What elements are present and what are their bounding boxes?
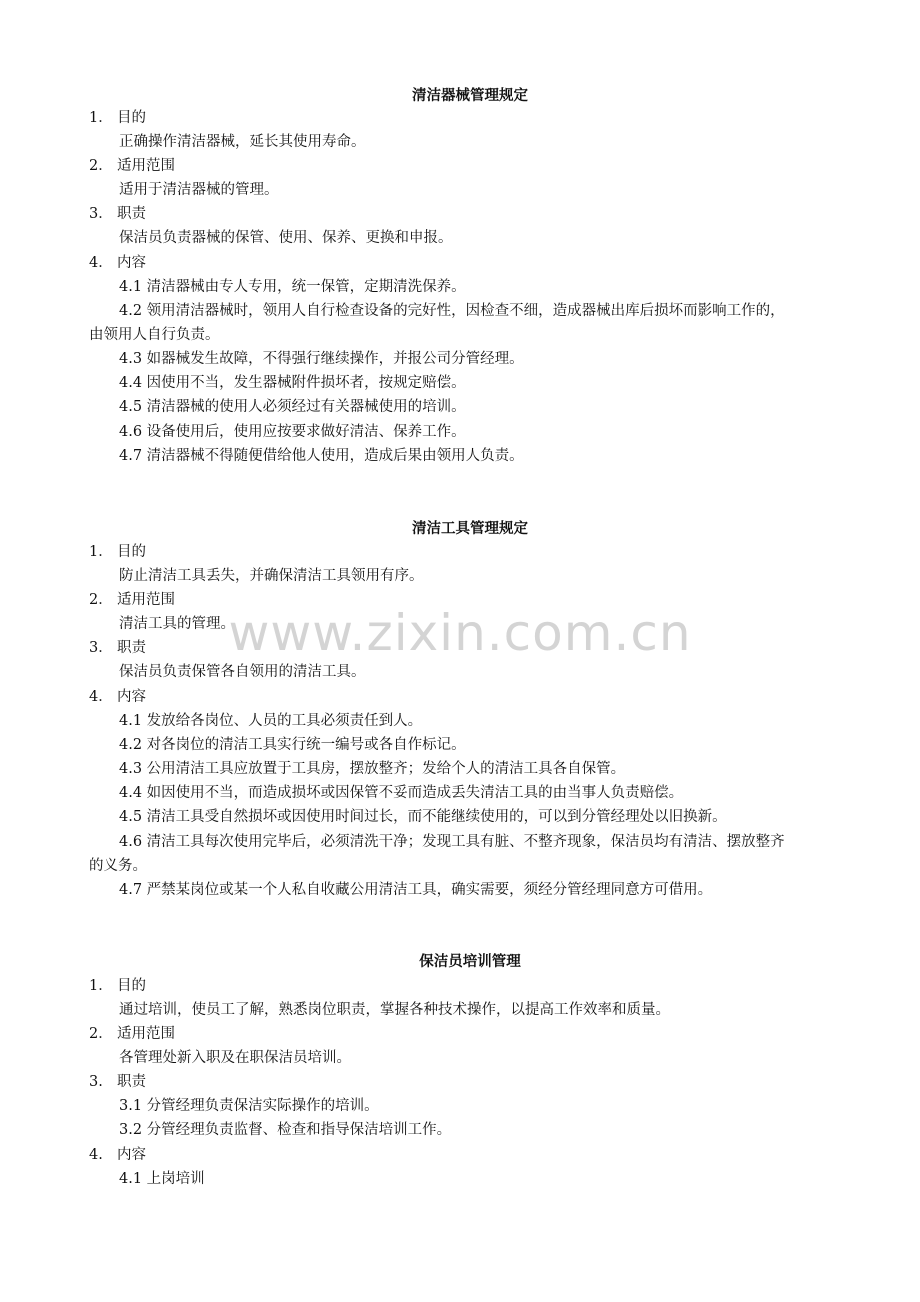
heading-number: 1．: [89, 110, 113, 126]
heading-label: 适用范围: [117, 158, 175, 174]
heading-number: 4.: [89, 1147, 103, 1163]
purpose-text: 正确操作清洁器械，延长其使用寿命。: [119, 134, 366, 150]
heading-number: 4．: [89, 689, 113, 705]
section-title: 清洁器械管理规定: [412, 88, 528, 104]
heading-number: 1．: [89, 978, 113, 994]
content-item: 4.2 领用清洁器械时，领用人自行检查设备的完好性，因检查不细，造成器械出库后损坏而影响工作的，: [119, 303, 785, 319]
heading-label: 目的: [117, 544, 146, 560]
heading-scope: [89, 1024, 175, 1044]
content-item: 4.5 清洁器械的使用人必须经过有关器械使用的培训。: [119, 399, 466, 415]
content-item: 4.5 清洁工具受自然损坏或因使用时间过长，而不能继续使用的，可以到分管经理处以旧换新。: [119, 809, 727, 825]
heading-content: [89, 687, 146, 707]
content-item: 4.4 因使用不当，发生器械附件损坏者，按规定赔偿。: [119, 375, 466, 391]
heading-content: [89, 1145, 146, 1165]
heading-label: 适用范围: [117, 1026, 175, 1042]
content-item: 3.2 分管经理负责监督、检查和指导保洁培训工作。: [119, 1122, 452, 1138]
heading-label: 目的: [117, 110, 146, 126]
content-item-continued: 由领用人自行负责。: [89, 327, 220, 343]
heading-label: 职责: [117, 206, 146, 222]
heading-number: 2．: [89, 158, 113, 174]
duties-text: 保洁员负责保管各自领用的清洁工具。: [119, 664, 366, 680]
scope-text: 各管理处新入职及在职保洁员培训。: [119, 1050, 351, 1066]
heading-purpose: [89, 542, 146, 562]
heading-number: 2．: [89, 592, 113, 608]
section-title: 清洁工具管理规定: [412, 521, 528, 537]
heading-content: [89, 253, 146, 273]
content-item: 4.1 清洁器械由专人专用，统一保管，定期清洗保养。: [119, 279, 466, 295]
section-title: 保洁员培训管理: [419, 954, 521, 970]
scope-text: 适用于清洁器械的管理。: [119, 182, 279, 198]
content-item: 4.1 上岗培训: [119, 1171, 205, 1187]
duties-text: 保洁员负责器械的保管、使用、保养、更换和申报。: [119, 230, 453, 246]
heading-number: 4．: [89, 255, 113, 271]
heading-label: 内容: [117, 1147, 146, 1163]
scope-text: 清洁工具的管理。: [119, 616, 235, 632]
content-item: 4.7 严禁某岗位或某一个人私自收藏公用清洁工具，确实需要，须经分管经理同意方可借用。: [119, 882, 713, 898]
watermark-text: www.zixin.com.cn: [228, 604, 692, 662]
content-item: 3.1 分管经理负责保洁实际操作的培训。: [119, 1098, 379, 1114]
heading-purpose: [89, 976, 146, 996]
heading-label: 内容: [117, 255, 146, 271]
heading-label: 职责: [117, 1074, 146, 1090]
content-item-continued: 的义务。: [89, 858, 147, 874]
heading-number: 3．: [89, 206, 113, 222]
heading-label: 目的: [117, 978, 146, 994]
purpose-text: 通过培训，使员工了解，熟悉岗位职责，掌握各种技术操作，以提高工作效率和质量。: [119, 1002, 670, 1018]
heading-purpose: [89, 108, 146, 128]
heading-number: 1．: [89, 544, 113, 560]
content-item: 4.6 清洁工具每次使用完毕后，必须清洗干净；发现工具有脏、不整齐现象，保洁员均有清洁、摆放整齐: [119, 834, 785, 850]
content-item: 4.2 对各岗位的清洁工具实行统一编号或各自作标记。: [119, 737, 466, 753]
heading-duties: [89, 1072, 146, 1092]
purpose-text: 防止清洁工具丢失，并确保清洁工具领用有序。: [119, 568, 424, 584]
content-item: 4.7 清洁器械不得随便借给他人使用，造成后果由领用人负责。: [119, 448, 524, 464]
heading-number: 2．: [89, 1026, 113, 1042]
content-item: 4.6 设备使用后，使用应按要求做好清洁、保养工作。: [119, 424, 466, 440]
heading-number: 3.: [89, 1074, 103, 1090]
heading-duties: [89, 204, 146, 224]
heading-scope: [89, 156, 175, 176]
heading-label: 职责: [117, 640, 146, 656]
content-item: 4.4 如因使用不当，而造成损坏或因保管不妥而造成丢失清洁工具的由当事人负责赔偿。: [119, 785, 684, 801]
heading-number: 3．: [89, 640, 113, 656]
heading-label: 适用范围: [117, 592, 175, 608]
content-item: 4.1 发放给各岗位、人员的工具必须责任到人。: [119, 713, 423, 729]
heading-label: 内容: [117, 689, 146, 705]
content-item: 4.3 公用清洁工具应放置于工具房，摆放整齐；发给个人的清洁工具各自保管。: [119, 761, 626, 777]
content-item: 4.3 如器械发生故障，不得强行继续操作，并报公司分管经理。: [119, 351, 524, 367]
